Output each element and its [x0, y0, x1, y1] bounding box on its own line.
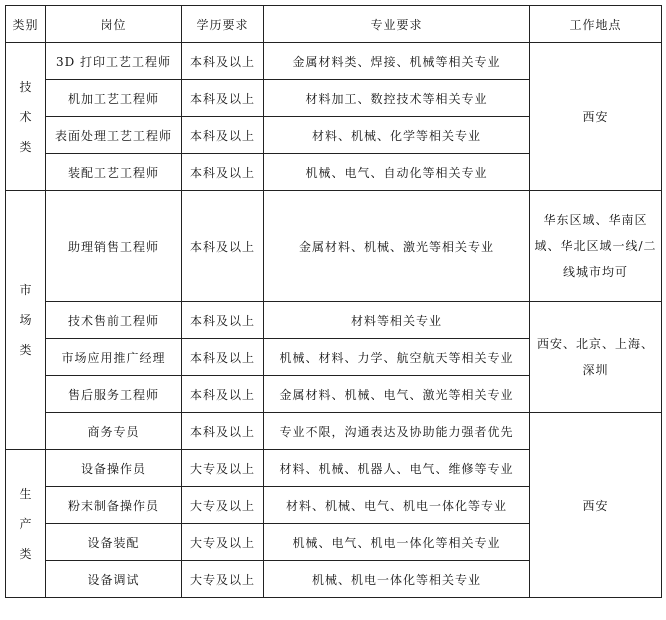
major-cell: 材料、机械、化学等相关专业 — [264, 117, 530, 154]
major-cell: 金属材料、机械、电气、激光等相关专业 — [264, 376, 530, 413]
education-cell: 大专及以上 — [182, 524, 264, 561]
table-row — [6, 43, 662, 80]
position-cell: 设备操作员 — [46, 450, 182, 487]
education-cell: 本科及以上 — [182, 80, 264, 117]
education-cell: 本科及以上 — [182, 191, 264, 302]
major-cell: 材料等相关专业 — [264, 302, 530, 339]
education-cell: 本科及以上 — [182, 339, 264, 376]
position-cell: 设备装配 — [46, 524, 182, 561]
position-cell: 市场应用推广经理 — [46, 339, 182, 376]
position-cell: 3D 打印工艺工程师 — [46, 43, 182, 80]
position-cell: 设备调试 — [46, 561, 182, 598]
location-sales-regions: 华东区域、华南区域、华北区域一线/二线城市均可 — [530, 191, 662, 302]
position-cell: 售后服务工程师 — [46, 376, 182, 413]
category-tech: 技术类 — [6, 43, 46, 191]
location-xian-tech: 西安 — [530, 43, 662, 191]
table-row — [6, 413, 662, 450]
education-cell: 大专及以上 — [182, 450, 264, 487]
location-market-cities: 西安、北京、上海、深圳 — [530, 302, 662, 413]
position-cell: 技术售前工程师 — [46, 302, 182, 339]
major-cell: 材料、机械、机器人、电气、维修等专业 — [264, 450, 530, 487]
position-cell: 粉末制备操作员 — [46, 487, 182, 524]
education-cell: 大专及以上 — [182, 487, 264, 524]
major-cell: 专业不限，沟通表达及协助能力强者优先 — [264, 413, 530, 450]
education-cell: 本科及以上 — [182, 413, 264, 450]
major-cell: 金属材料类、焊接、机械等相关专业 — [264, 43, 530, 80]
major-cell: 机械、机电一体化等相关专业 — [264, 561, 530, 598]
major-cell: 材料加工、数控技术等相关专业 — [264, 80, 530, 117]
education-cell: 本科及以上 — [182, 302, 264, 339]
header-education: 学历要求 — [182, 6, 264, 43]
table-row — [6, 302, 662, 339]
education-cell: 大专及以上 — [182, 561, 264, 598]
header-location: 工作地点 — [530, 6, 662, 43]
position-cell: 商务专员 — [46, 413, 182, 450]
major-cell: 机械、电气、机电一体化等相关专业 — [264, 524, 530, 561]
header-position: 岗位 — [46, 6, 182, 43]
table-row — [6, 191, 662, 302]
education-cell: 本科及以上 — [182, 43, 264, 80]
position-cell: 表面处理工艺工程师 — [46, 117, 182, 154]
education-cell: 本科及以上 — [182, 154, 264, 191]
major-cell: 机械、电气、自动化等相关专业 — [264, 154, 530, 191]
education-cell: 本科及以上 — [182, 117, 264, 154]
position-cell: 装配工艺工程师 — [46, 154, 182, 191]
position-cell: 助理销售工程师 — [46, 191, 182, 302]
header-major: 专业要求 — [264, 6, 530, 43]
location-xian-bottom: 西安 — [530, 413, 662, 598]
position-cell: 机加工艺工程师 — [46, 80, 182, 117]
major-cell: 机械、材料、力学、航空航天等相关专业 — [264, 339, 530, 376]
education-cell: 本科及以上 — [182, 376, 264, 413]
header-category: 类别 — [6, 6, 46, 43]
recruitment-table — [5, 5, 662, 598]
category-market: 市场类 — [6, 191, 46, 450]
major-cell: 材料、机械、电气、机电一体化等专业 — [264, 487, 530, 524]
major-cell: 金属材料、机械、激光等相关专业 — [264, 191, 530, 302]
category-production: 生产类 — [6, 450, 46, 598]
header-row — [6, 6, 662, 43]
